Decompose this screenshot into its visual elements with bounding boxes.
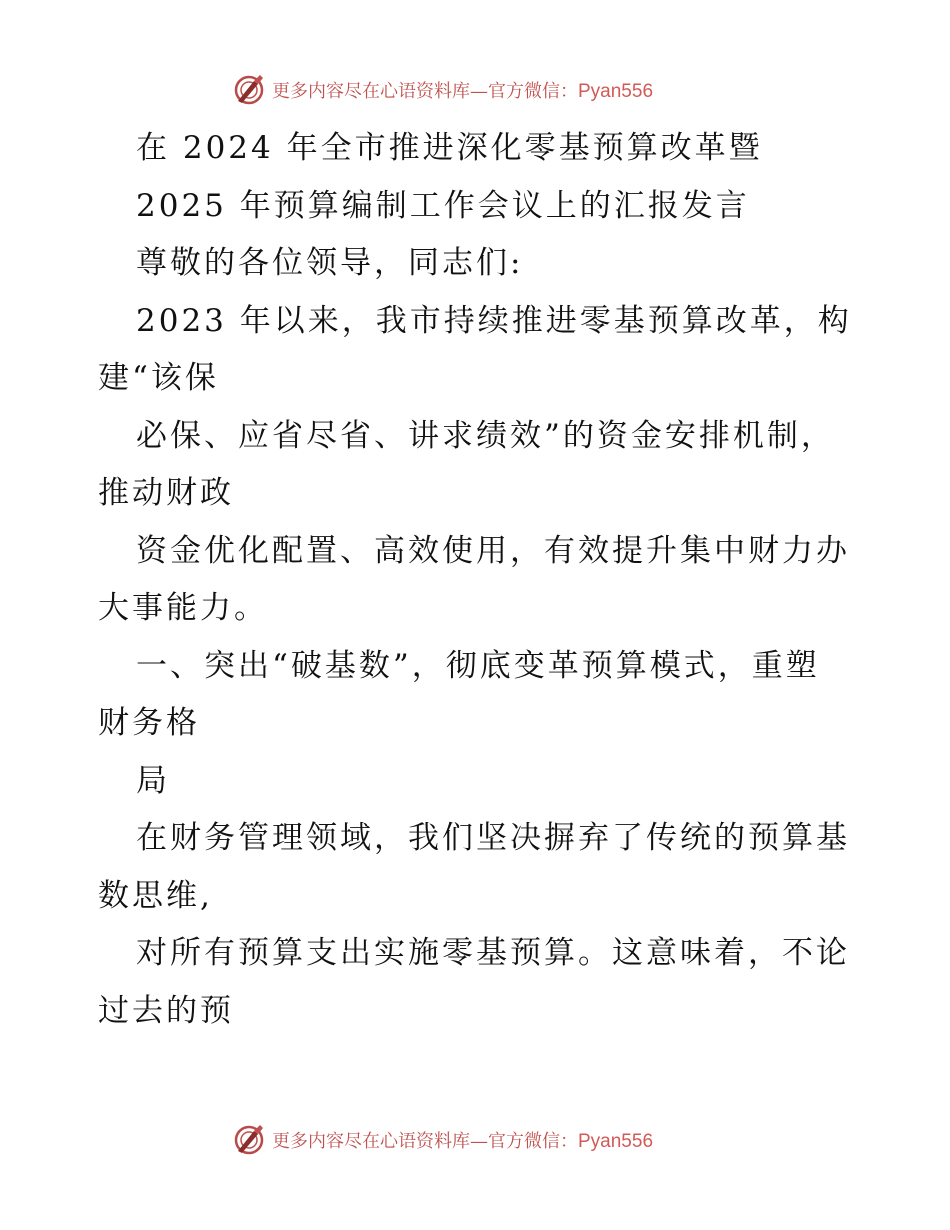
- text-line: 2023 年以来，我市持续推进零基预算改革，构: [136, 302, 852, 339]
- wechat-id: Pyan556: [578, 81, 654, 102]
- text-line: 财务格: [98, 705, 200, 741]
- brand-logo-icon: [232, 73, 266, 107]
- text-line: 在财务管理领域，我们坚决摒弃了传统的预算基: [136, 820, 850, 856]
- banner-text: 更多内容尽在心语资料库—官方微信：Pyan556: [272, 81, 654, 102]
- text-line: 大事能力。: [98, 590, 268, 626]
- text-line: 2025 年预算编制工作会议上的汇报发言: [136, 187, 750, 224]
- text-line: 过去的预: [98, 992, 234, 1029]
- text-line: 建“该保: [98, 360, 219, 396]
- header-banner: [232, 70, 712, 110]
- text-line: 数思维,: [98, 877, 213, 914]
- text-line: 必保、应省尽省、讲求绩效”的资金安排机制，: [136, 417, 835, 454]
- footer-banner: [232, 1120, 712, 1160]
- text-line: 对所有预算支出实施零基预算。这意味着，不论: [136, 935, 850, 971]
- document-body: [98, 120, 858, 1040]
- banner-text: 更多内容尽在心语资料库—官方微信：Pyan556: [272, 1131, 654, 1152]
- text-line: 一、突出“破基数”，彻底变革预算模式，重塑: [136, 647, 820, 684]
- text-line: 局: [136, 762, 170, 799]
- brand-logo-icon: [232, 1123, 266, 1157]
- text-line: 尊敬的各位领导，同志们:: [136, 245, 524, 281]
- text-line: 在 2024 年全市推进深化零基预算改革暨: [136, 130, 763, 166]
- text-line: 资金优化配置、高效使用，有效提升集中财力办: [136, 532, 850, 569]
- text-line: 推动财政: [98, 475, 234, 511]
- wechat-id: Pyan556: [578, 1131, 654, 1152]
